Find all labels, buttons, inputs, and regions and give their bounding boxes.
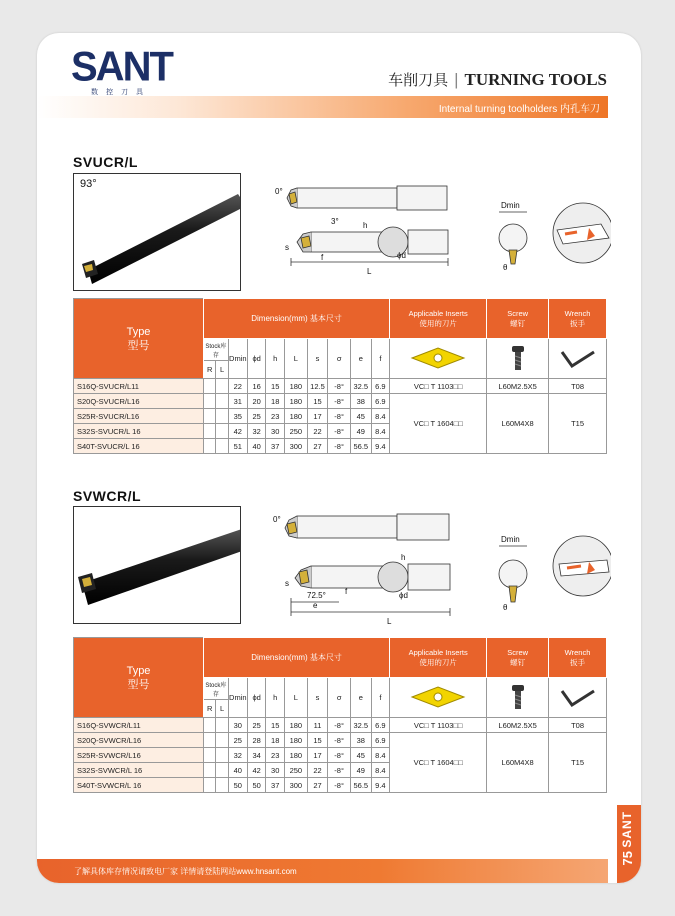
- label-f: f: [321, 253, 324, 262]
- col-sigma: σ: [328, 339, 351, 379]
- logo-subtitle: 数控刀具: [91, 89, 151, 96]
- brand-logo: [71, 43, 172, 97]
- title-en: TURNING TOOLS: [464, 70, 607, 89]
- col-f: f: [371, 339, 390, 379]
- label-L: L: [367, 267, 372, 276]
- label-s: s: [285, 579, 289, 588]
- wrench-image-cell: [549, 678, 607, 718]
- footer-text: 了解具体库存情况请致电厂家 详情请登陆网站www.hnsant.com: [74, 867, 297, 876]
- wrench-header: Wrench 扳手: [549, 299, 607, 339]
- page-title: [388, 69, 607, 90]
- logo-text: SANT: [71, 43, 172, 91]
- col-stock-r: R: [204, 361, 216, 379]
- col-s: s: [307, 678, 328, 718]
- insert-icon: [408, 684, 468, 710]
- label-zero-angle: 0°: [275, 187, 283, 196]
- label-dmin: Dmin: [501, 201, 520, 210]
- screw-header: Screw 螺钉: [487, 638, 549, 678]
- label-zero-angle: 0°: [273, 515, 281, 524]
- label-s: s: [285, 243, 289, 252]
- col-sigma: σ: [328, 678, 351, 718]
- table-row: S16Q-SVUCR/L11 22 16 15 180 12.5 -8° 32.5 6.9 VC□ T 1103□□ L60M2.5X5 T08: [74, 379, 607, 394]
- col-h: h: [266, 339, 285, 379]
- label-three-angle: 3°: [331, 217, 339, 226]
- dimension-header: Dimension(mm) 基本尺寸: [204, 638, 390, 678]
- inserts-header: Applicable Inserts 使用的刀片: [390, 299, 487, 339]
- col-L: L: [284, 678, 307, 718]
- section-title-svucr: SVUCR/L: [73, 154, 138, 170]
- label-d: ϕd: [399, 591, 408, 600]
- section-title-svwcr: SVWCR/L: [73, 488, 142, 504]
- page-number: 75: [620, 851, 635, 866]
- label-theta: θ: [503, 603, 508, 612]
- table-row: S32S-SVUCR/L 16 42 32 30 250 22 -8° 49 8.4: [74, 424, 607, 439]
- table-row: S20Q-SVUCR/L16 31 20 18 180 15 -8° 38 6.9 VC□ T 1604□□ L60M4X8 T15: [74, 394, 607, 409]
- table-row: S32S-SVWCR/L 16 40 42 30 250 22 -8° 49 8.4: [74, 763, 607, 778]
- title-separator: |: [454, 70, 459, 89]
- label-f: f: [345, 587, 348, 596]
- screw-header: Screw 螺钉: [487, 299, 549, 339]
- stock-header: Stock库存: [204, 339, 229, 361]
- technical-drawing-svucr: [251, 178, 611, 293]
- label-h: h: [401, 553, 406, 562]
- tool-photo-svucr: [73, 173, 241, 291]
- label-theta: θ: [503, 263, 508, 272]
- inserts-header: Applicable Inserts 使用的刀片: [390, 638, 487, 678]
- insert-image-cell: [390, 678, 487, 718]
- col-stock-l: L: [216, 361, 228, 379]
- col-d: ϕd: [247, 678, 266, 718]
- wrench-icon: [558, 346, 598, 370]
- wrench-image-cell: [549, 339, 607, 379]
- col-f: f: [371, 678, 390, 718]
- label-h: h: [363, 221, 368, 230]
- label-L: L: [387, 617, 392, 626]
- side-page-tab: [617, 805, 641, 883]
- screw-icon: [506, 683, 530, 711]
- screw-icon: [506, 344, 530, 372]
- dimension-header: Dimension(mm) 基本尺寸: [204, 299, 390, 339]
- label-d: ϕd: [397, 251, 406, 260]
- col-dmin: Dmin: [228, 339, 247, 379]
- table-row: S40T-SVWCR/L 16 50 50 37 300 27 -8° 56.5 9.4: [74, 778, 607, 793]
- spec-table-svwcr: [73, 637, 607, 793]
- col-e: e: [350, 339, 371, 379]
- stock-header: Stock库存: [204, 678, 229, 700]
- col-L: L: [284, 339, 307, 379]
- technical-drawing-svwcr: [251, 508, 611, 628]
- col-dmin: Dmin: [228, 678, 247, 718]
- col-d: ϕd: [247, 339, 266, 379]
- title-cn: 车削刀具: [388, 71, 449, 89]
- side-brand: SANT: [620, 811, 634, 848]
- col-stock-l: L: [216, 700, 228, 718]
- insert-image-cell: [390, 339, 487, 379]
- col-s: s: [307, 339, 328, 379]
- table-row: S25R-SVWCR/L16 32 34 23 180 17 -8° 45 8.4: [74, 748, 607, 763]
- table-row: S20Q-SVWCR/L16 25 28 18 180 15 -8° 38 6.9 VC□ T 1604□□ L60M4X8 T15: [74, 733, 607, 748]
- col-stock-r: R: [204, 700, 216, 718]
- type-header: Type 型号: [74, 299, 204, 379]
- label-angle: 72.5°: [307, 591, 326, 600]
- header-band: [37, 96, 608, 118]
- label-dmin: Dmin: [501, 535, 520, 544]
- spec-table-svucr: [73, 298, 607, 454]
- approach-angle: 93°: [80, 178, 97, 190]
- wrench-header: Wrench 扳手: [549, 638, 607, 678]
- label-e: e: [313, 601, 318, 610]
- col-e: e: [350, 678, 371, 718]
- page-subtitle: Internal turning toolholders 内孔车刀: [438, 104, 600, 115]
- boring-bar-image: [74, 174, 241, 291]
- table-row: S40T-SVUCR/L 16 51 40 37 300 27 -8° 56.5 9.4: [74, 439, 607, 454]
- screw-image-cell: [487, 678, 549, 718]
- insert-icon: [408, 345, 468, 371]
- footer-band: [37, 859, 608, 883]
- wrench-icon: [558, 685, 598, 709]
- table-row: S16Q-SVWCR/L11 30 25 15 180 11 -8° 32.5 6.9 VC□ T 1103□□ L60M2.5X5 T08: [74, 718, 607, 733]
- tool-photo-svwcr: [73, 506, 241, 624]
- catalog-page: [37, 33, 641, 883]
- type-header: Type 型号: [74, 638, 204, 718]
- col-h: h: [266, 678, 285, 718]
- screw-image-cell: [487, 339, 549, 379]
- table-row: S25R-SVUCR/L16 35 25 23 180 17 -8° 45 8.4: [74, 409, 607, 424]
- boring-bar-image: [74, 507, 241, 624]
